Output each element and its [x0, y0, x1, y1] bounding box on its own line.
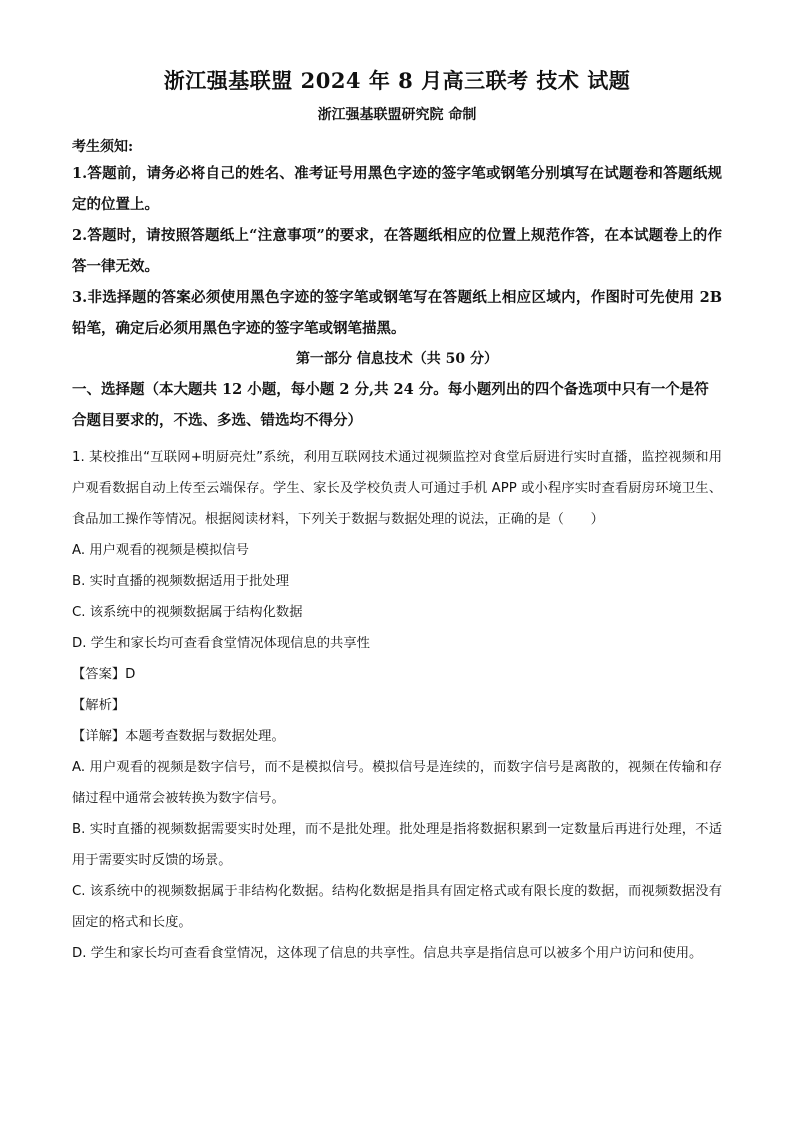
notice-item-1: 1.答题前，请务必将自己的姓名、准考证号用黑色字迹的签字笔或钢笔分别填写在试题卷和答题纸规定的位置上。: [72, 165, 722, 213]
question-1-stem: 1. 某校推出“互联网+明厨亮灶”系统，利用互联网技术通过视频监控对食堂后厨进行实时直播，监控视频和用户观看数据自动上传至云端保存。学生、家长及学校负责人可通过手机 APP 或小程序实时查看厨房环境卫生、食品加工操作等情况。根据阅读材料，下列关于数据与数据处理的说法，正确的是（ ）: [72, 450, 722, 527]
notice-heading: 考生须知:: [72, 139, 134, 155]
option-a: A. 用户观看的视频是模拟信号: [72, 543, 249, 558]
detail-line: 【详解】本题考查数据与数据处理。: [72, 729, 285, 744]
explanation-d: D. 学生和家长均可查看食堂情况，这体现了信息的共享性。信息共享是指信息可以被多个用户访问和使用。: [72, 946, 703, 961]
explanation-a: A. 用户观看的视频是数字信号，而不是模拟信号。模拟信号是连续的，而数字信号是离散的，视频在传输和存储过程中通常会被转换为数字信号。: [72, 760, 722, 806]
section-heading: 一、选择题（本大题共 12 小题，每小题 2 分,共 24 分。每小题列出的四个备选项中只有一个是符合题目要求的，不选、多选、错选均不得分）: [72, 381, 709, 429]
notice-item-2: 2.答题时，请按照答题纸上“注意事项”的要求，在答题纸相应的位置上规范作答，在本试题卷上的作答一律无效。: [72, 227, 722, 275]
explanation-c: C. 该系统中的视频数据属于非结构化数据。结构化数据是指具有固定格式或有限长度的数据，而视频数据没有固定的格式和长度。: [72, 884, 722, 930]
option-b: B. 实时直播的视频数据适用于批处理: [72, 574, 290, 589]
answer-line: 【答案】D: [72, 667, 136, 682]
notice-item-3: 3.非选择题的答案必须使用黑色字迹的签字笔或钢笔写在答题纸上相应区域内，作图时可先使用 2B 铅笔，确定后必须用黑色字迹的签字笔或钢笔描黑。: [72, 289, 722, 337]
part-heading: 第一部分 信息技术（共 50 分）: [295, 351, 499, 367]
analysis-label: 【解析】: [72, 698, 126, 713]
option-c: C. 该系统中的视频数据属于结构化数据: [72, 605, 303, 620]
exam-title: 浙江强基联盟 2024 年 8 月高三联考 技术 试题: [163, 68, 631, 93]
explanation-b: B. 实时直播的视频数据需要实时处理，而不是批处理。批处理是指将数据积累到一定数量后再进行处理，不适用于需要实时反馈的场景。: [72, 822, 722, 868]
option-d: D. 学生和家长均可查看食堂情况体现信息的共享性: [72, 636, 370, 651]
exam-author: 浙江强基联盟研究院 命制: [317, 107, 477, 123]
